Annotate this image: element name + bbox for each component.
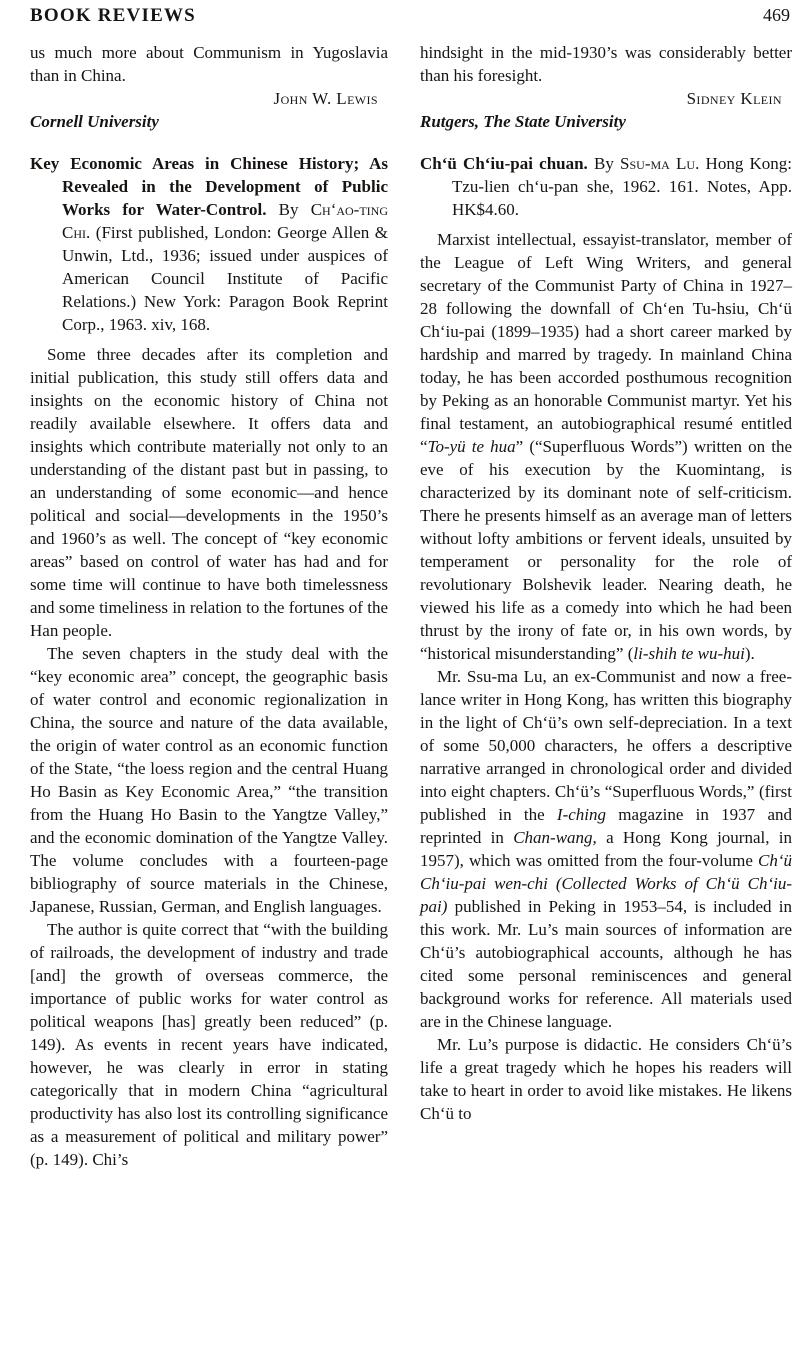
review-paragraph — [30, 642, 388, 918]
text-run: published in Peking in 1953–54, is included in this work. Mr. Lu’s main sources of information are Ch‘ü’s autobiographical accounts, although he has cited some personal reminiscences and general background works for reference. All materials used are in the Chinese language. — [420, 897, 792, 1031]
reviewer-name: John W. Lewis — [273, 89, 378, 108]
italic-phrase: I-ching — [556, 805, 607, 824]
book-author: Ssu-ma Lu. — [620, 154, 700, 173]
text-run: Mr. Ssu-ma Lu, an ex-Communist and now a free-lance writer in Hong Kong, has written this biography in the light of Ch‘ü’s own self-depreciation. In a text of some 50,000 characters, he offers a descriptive narrative arranged in chronological order and divided into eight chapters. Ch‘ü’s “Superfluous Words,” (first published in the — [420, 667, 792, 824]
text-run: The seven chapters in the study deal with the “key economic area” concept, the geographic basis of water control and economic regionalization in China, the source and nature of the data available, the origin of water control as an economic function of the State, “the loess region and the central Huang Ho Basin as Key Economic Area,” “the transition from the Huang Ho Basin to the Yangtze Valley,” and the economic domination of the Yangtze Valley. The volume concludes with a fourteen-page bibliography of source materials in the Chinese, Japanese, Russian, German, and English languages. — [30, 644, 388, 916]
citation-by: By — [587, 154, 621, 173]
review-paragraph — [420, 665, 792, 1033]
continuation-text: hindsight in the mid-1930’s was considerably better than his foresight. — [420, 43, 792, 85]
running-head — [30, 5, 792, 27]
review-body — [420, 228, 792, 1125]
text-run: a Hong Kong journal, in 1957), which was omitted from the four-volume — [420, 828, 792, 870]
text-run: The author is quite correct that “with the building of railroads, the development of industry and trade [and] the growth of overseas commerce, the importance of public works for water control as political weapons [has] greatly been reduced” (p. 149). As events in recent years have indicated, however, he was clearly in error in stating categorically that in modern China “agricultural productivity has also lost its controlling significance as a measurement of political and military power” (p. 149). Chi’s — [30, 920, 388, 1169]
text-run: Some three decades after its completion and initial publication, this study still offers data and insights on the economic history of China not readily available elsewhere. It offers data and insights which contribute materially not only to an understanding of the distant past but in passing, to an understanding of some economic—and hence political and social—developments in the 1950’s and 1960’s as well. The concept of “key economic areas” based on control of water has had and for some time will continue to have both timelessness and some timeliness in relation to the fortunes of the Han people. — [30, 345, 388, 640]
right-column — [420, 41, 792, 1171]
review-body — [30, 343, 388, 1171]
review-paragraph — [420, 228, 792, 665]
text-run: Mr. Lu’s purpose is didactic. He considers Ch‘ü’s life a great tragedy which he hopes his readers will take to heart in order to avoid like mistakes. He likens Ch‘ü to — [420, 1035, 792, 1123]
book-author: Ch‘ao-ting Chi. — [62, 200, 389, 242]
reviewer-affiliation: Cornell University — [30, 112, 159, 131]
italic-phrase: li-shih te wu-hui — [633, 644, 745, 663]
italic-phrase: To-yü te hua — [427, 437, 516, 456]
italic-phrase: Ch‘ü Ch‘iu-pai wen-chi (Collected Works of Ch‘ü Ch‘iu-pai) — [420, 851, 792, 916]
left-column — [30, 41, 388, 1171]
text-run: Marxist intellectual, essayist-translator, member of the League of Left Wing Writers, and general secretary of the Communist Party of China in 1927–28 following the downfall of Ch‘en Tu-hsiu, Ch‘ü Ch‘iu-pai (1899–1935) had a short career marked by hardship and marred by tragedy. In mainland China today, he has been accorded posthumous recognition by Peking as an honorable Communist martyr. Yet his final testament, an autobiographical resumé entitled “ — [420, 230, 792, 456]
text-run: magazine in 1937 and reprinted in — [420, 805, 792, 847]
book-citation — [420, 152, 792, 221]
reviewer-affiliation: Rutgers, The State University — [420, 112, 626, 131]
book-title: Key Economic Areas in Chinese History; As Revealed in the Development of Public Works for Water-Control. — [30, 154, 388, 219]
review-paragraph — [420, 1033, 792, 1125]
citation-details: (First published, London: George Allen & Unwin, Ltd., 1936; issued under auspices of American Council Institute of Pacific Relations.) New York: Paragon Book Reprint Corp., 1963. xiv, 168. — [62, 223, 388, 334]
review-paragraph — [30, 918, 388, 1171]
page-number: 469 — [763, 5, 790, 25]
review-paragraph — [30, 343, 388, 642]
two-column-layout — [30, 41, 792, 1171]
book-citation — [30, 152, 388, 336]
citation-by: By — [266, 200, 311, 219]
running-head-title: BOOK REVIEWS — [30, 5, 196, 26]
continuation-text: us much more about Communism in Yugoslavia than in China. — [30, 43, 388, 85]
reviewer-name: Sidney Klein — [686, 89, 782, 108]
book-title: Ch‘ü Ch‘iu-pai chuan. — [420, 154, 588, 173]
text-run: ). — [744, 644, 755, 663]
citation-details: Hong Kong: Tzu-lien ch‘u-pan she, 1962. 161. Notes, App. HK$4.60. — [452, 154, 793, 219]
text-run: ” (“Superfluous Words”) written on the eve of his execution by the Kuomintang, is characterized by its dominant note of self-criticism. There he presents himself as an average man of letters without lofty ambitions or fervent ideals, unsuited by temperament or personality for the role of revolutionary Bolshevik leader. Nearing death, he viewed his life as a comedy into which he had been thrust by the irony of fate or, in his own words, by “historical misunderstanding” ( — [420, 437, 792, 663]
italic-phrase: Chan-wang, — [513, 828, 597, 847]
